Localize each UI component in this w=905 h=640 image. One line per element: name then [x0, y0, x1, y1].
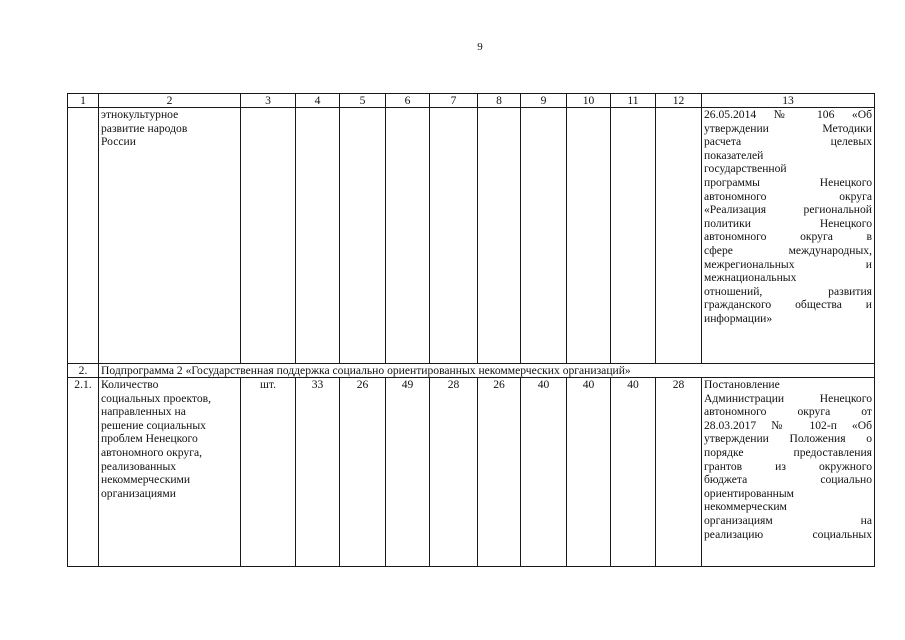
text-line: развитие народов: [101, 121, 188, 135]
value-cell: [567, 108, 611, 364]
value-cell: [386, 108, 430, 364]
page-number: 9: [477, 41, 483, 53]
unit-cell: шт.: [241, 378, 296, 567]
text-line: реализацию социальных: [704, 527, 872, 541]
value-cell: [656, 108, 702, 364]
value-cell: 40: [611, 378, 656, 567]
text-line: грантов из окружного: [704, 459, 872, 473]
header-cell: 11: [611, 94, 656, 108]
text-line: гражданского общества и: [704, 298, 872, 312]
text-line: ориентированным: [704, 486, 795, 500]
text-line: 28.03.2017 № 102-п «Об: [704, 418, 872, 432]
text-line: социальных проектов,: [101, 391, 212, 405]
indicator-name-cell: [99, 108, 241, 364]
text-line: автономного округа,: [101, 445, 202, 459]
text-line: отношений, развития: [704, 284, 872, 298]
text-line: автономного округа в: [704, 230, 872, 244]
text-line: Администрации Ненецкого: [704, 391, 872, 405]
header-cell: 13: [702, 94, 875, 108]
value-cell: [430, 108, 478, 364]
text-line: этнокультурное: [101, 108, 179, 121]
text-line: программы Ненецкого: [704, 175, 872, 189]
value-cell: 40: [567, 378, 611, 567]
text-line: 26.05.2014 № 106 «Об: [704, 108, 872, 121]
value-cell: [611, 108, 656, 364]
text-line: бюджета социально: [704, 473, 872, 487]
header-cell: 2: [99, 94, 241, 108]
basis-cell: [702, 108, 875, 364]
text-line: некоммерческими: [101, 473, 191, 487]
text-line: информации»: [704, 311, 773, 325]
value-cell: 40: [521, 378, 567, 567]
value-cell: 33: [296, 378, 340, 567]
text-line: утверждении Методики: [704, 121, 872, 135]
subprogram-number: 2.: [68, 364, 99, 378]
header-row: [68, 94, 875, 108]
text-line: межрегиональных и: [704, 257, 872, 271]
text-line: порядке предоставления: [704, 445, 872, 459]
text-line: политики Ненецкого: [704, 216, 872, 230]
header-cell: 7: [430, 94, 478, 108]
text-line: межнациональных: [704, 271, 797, 285]
header-cell: 9: [521, 94, 567, 108]
table-row: [68, 108, 875, 364]
value-cell: 28: [430, 378, 478, 567]
text-line: показателей: [704, 148, 764, 162]
table-row: [68, 378, 875, 567]
subprogram-row: [68, 364, 875, 378]
text-line: организациями: [101, 486, 176, 500]
header-cell: 1: [68, 94, 99, 108]
header-cell: 12: [656, 94, 702, 108]
value-cell: 26: [340, 378, 386, 567]
value-cell: [521, 108, 567, 364]
header-cell: 4: [296, 94, 340, 108]
header-cell: 8: [478, 94, 521, 108]
row-number: 2.1.: [68, 378, 99, 567]
text-line: расчета целевых: [704, 135, 872, 149]
text-line: государственной: [704, 162, 787, 176]
indicators-table: [67, 93, 875, 567]
text-line: России: [101, 135, 136, 149]
header-cell: 10: [567, 94, 611, 108]
text-line: некоммерческим: [704, 500, 787, 514]
text-line: утверждении Положения о: [704, 432, 872, 446]
text-line: направленных на: [101, 405, 186, 419]
value-cell: [478, 108, 521, 364]
header-cell: 5: [340, 94, 386, 108]
text-line: проблем Ненецкого: [101, 432, 198, 446]
value-cell: [340, 108, 386, 364]
header-cell: 3: [241, 94, 296, 108]
text-line: Количество: [101, 378, 159, 391]
indicator-name-cell: [99, 378, 241, 567]
text-line: реализованных: [101, 459, 177, 473]
text-line: сфере международных,: [704, 243, 872, 257]
subprogram-title: Подпрограмма 2 «Государственная поддержка социально ориентированных некоммерческих организаций»: [99, 364, 875, 378]
value-cell: 28: [656, 378, 702, 567]
text-line: автономного округа от: [704, 405, 872, 419]
unit-cell: [241, 108, 296, 364]
basis-cell: [702, 378, 875, 567]
text-line: решение социальных: [101, 418, 206, 432]
header-cell: 6: [386, 94, 430, 108]
text-line: автономного округа: [704, 189, 872, 203]
value-cell: [296, 108, 340, 364]
value-cell: 49: [386, 378, 430, 567]
text-line: организациям на: [704, 513, 872, 527]
text-line: Постановление: [704, 378, 780, 391]
number-cell: [68, 108, 99, 364]
value-cell: 26: [478, 378, 521, 567]
text-line: «Реализация региональной: [704, 203, 872, 217]
